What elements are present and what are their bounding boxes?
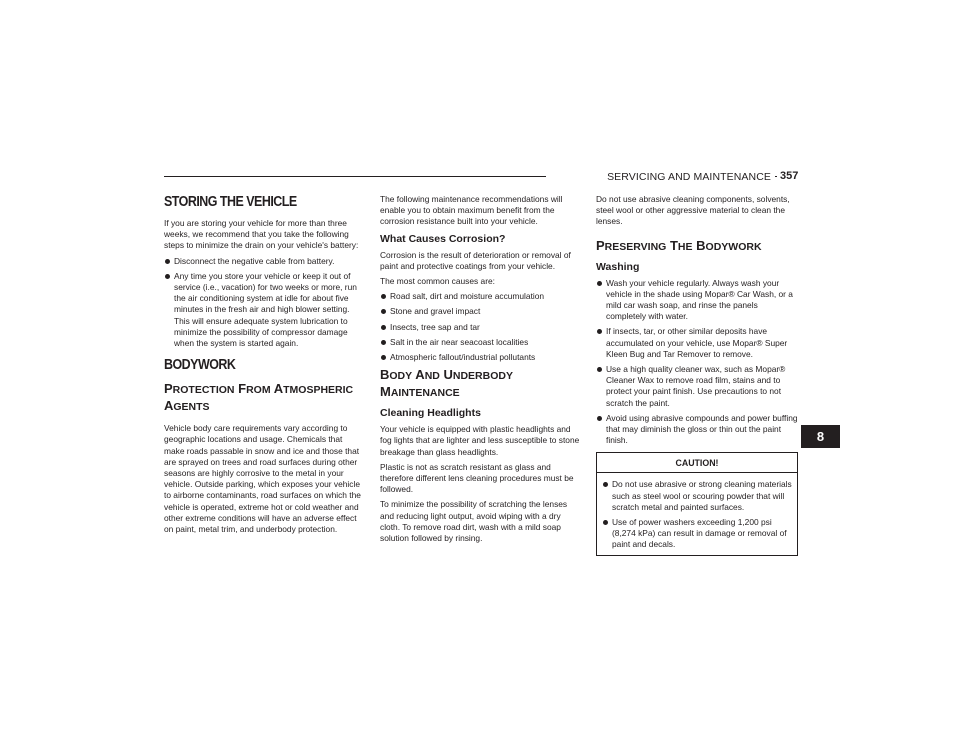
bullet-icon (597, 329, 602, 334)
column-middle (380, 194, 580, 548)
bullet-icon (603, 520, 608, 525)
storing-intro: If you are storing your vehicle for more than three weeks, we recommend that you take the following steps to minimize the drain on your vehicle's battery: (164, 218, 359, 251)
headlights-p4: Do not use abrasive cleaning components, solvents, steel wool or other aggressive material to clean the lenses. (596, 194, 790, 227)
column-left (164, 194, 364, 539)
storing-list (164, 256, 364, 350)
list-item: Road salt, dirt and moisture accumulation (380, 291, 580, 302)
causes-intro: The most common causes are: (380, 276, 495, 287)
bullet-icon (597, 367, 602, 372)
washing-heading: Washing (596, 260, 640, 273)
protection-paragraph: Vehicle body care requirements vary according to geographic locations and usage. Chemicals that make roads passable in snow and ice and those that are sprayed on trees and road surfaces during other seasons are highly corrosive to the metal in your vehicle. Outside parking, which exposes your vehicle to airborne contaminants, road surfaces on which the vehicle is operated, extreme hot or cold weather and other extreme conditions will have an adverse effect on paint, metal trim, and underbody protection. (164, 423, 361, 535)
list-item: Disconnect the negative cable from battery. (164, 256, 364, 267)
running-header-title: SERVICING AND MAINTENANCE (546, 171, 775, 183)
washing-list (596, 278, 798, 447)
list-item: If insects, tar, or other similar deposits have accumulated on your vehicle, use Mopar® Super Kleen Bug and Tar Remover to remove. (596, 326, 798, 360)
list-item: Avoid using abrasive compounds and power buffing that may diminish the gloss or thin out the paint finish. (596, 413, 798, 447)
preserving-heading: PRESERVING THE BODYWORK (596, 237, 762, 253)
bullet-icon (165, 259, 170, 264)
headlights-p3: To minimize the possibility of scratching the lenses and reducing light output, avoid wiping with a dry cloth. To remove road dirt, wash with a mild soap solution followed by rinsing. (380, 499, 568, 544)
chapter-tab[interactable]: 8 (801, 425, 840, 448)
headlights-p1: Your vehicle is equipped with plastic headlights and fog lights that are lighter and less susceptible to stone breakage than glass headlights. (380, 424, 580, 457)
bullet-icon (603, 482, 608, 487)
caution-title: CAUTION! (597, 453, 797, 473)
corrosion-heading: What Causes Corrosion? (380, 232, 506, 245)
bullet-icon (597, 281, 602, 286)
bodywork-heading: BODYWORK (164, 357, 236, 374)
list-item: Use a high quality cleaner wax, such as Mopar® Cleaner Wax to remove road film, stains and to protect your paint finish. Use precautions to not scratch the paint. (596, 364, 798, 409)
list-item: Atmospheric fallout/industrial pollutants (380, 352, 580, 363)
list-item: Insects, tree sap and tar (380, 322, 580, 333)
list-item: Stone and gravel impact (380, 306, 580, 317)
recommendations-paragraph: The following maintenance recommendations will enable you to obtain maximum benefit from the corrosion resistance built into your vehicle. (380, 194, 563, 227)
caution-list (602, 479, 793, 550)
list-item: Wash your vehicle regularly. Always wash your vehicle in the shade using Mopar® Car Wash, or a mild car wash soap, and rinse the panels completely with water. (596, 278, 798, 323)
caution-box (596, 452, 798, 555)
storing-heading: STORING THE VEHICLE (164, 194, 297, 210)
underbody-heading: BODY AND UNDERBODY MAINTENANCE (380, 367, 513, 400)
bullet-icon (597, 416, 602, 421)
headlights-p2: Plastic is not as scratch resistant as glass and therefore different lens cleaning procedures must be followed. (380, 461, 574, 495)
bullet-icon (381, 325, 386, 330)
causes-list (380, 291, 580, 363)
bullet-icon (381, 294, 386, 299)
headlights-heading: Cleaning Headlights (380, 407, 481, 420)
bullet-icon (381, 340, 386, 345)
page-number: 357 (777, 170, 798, 183)
bullet-icon (381, 309, 386, 314)
corrosion-paragraph: Corrosion is the result of deterioration or removal of paint and protective coatings from your vehicle. (380, 249, 571, 271)
bullet-icon (381, 355, 386, 360)
list-item: Salt in the air near seacoast localities (380, 337, 580, 348)
column-right (596, 194, 798, 556)
protection-heading: PROTECTION FROM ATMOSPHERIC AGENTS (164, 381, 354, 414)
list-item: Any time you store your vehicle or keep it out of service (i.e., vacation) for two weeks or more, run the air conditioning system at idle for about five minutes in the fresh air and high blower setting. This will ensure adequate system lubrication to minimize the possibility of compressor damage when the system is started again. (164, 271, 364, 349)
bullet-icon (165, 274, 170, 279)
list-item: Use of power washers exceeding 1,200 psi (8,274 kPa) can result in damage or removal of paint and decals. (602, 517, 793, 551)
list-item: Do not use abrasive or strong cleaning materials such as steel wool or scouring powder that will scratch metal and painted surfaces. (602, 479, 793, 513)
